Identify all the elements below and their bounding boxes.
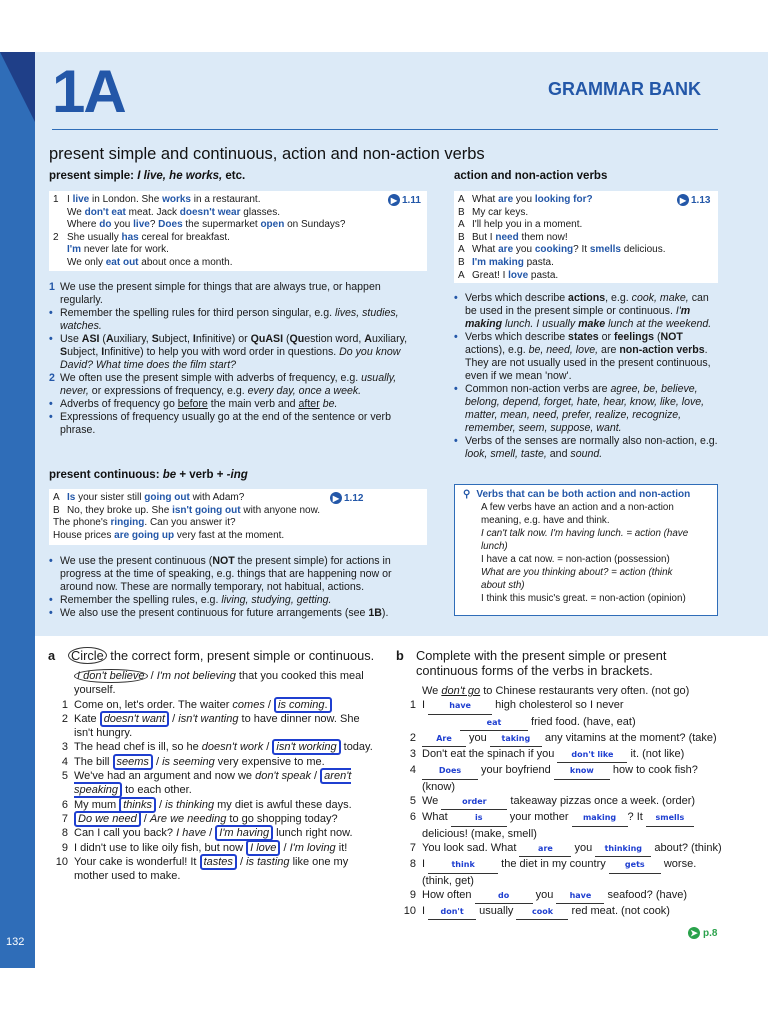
header-rule xyxy=(52,129,718,130)
audio-button-1-13[interactable]: ▶ 1.13 xyxy=(677,194,710,206)
box-line: about sth) xyxy=(481,580,525,591)
action-verbs-rules: • Verbs which describe actions, e.g. cook, make, can be used in the present simple or continuous. I'm making lunch. I usually make lunch at the weekend. • Verbs which describe states or feelings (NOT actions), e.g. be, need, love, are non-action verbs. They are not usually used in the present continuous, even if we mean 'now'. • Common non-action verbs are agree, be, believe, belong, depend, forget, hate, hear, know, like, love, matter, mean, need, prefer, realize, recognize, remember, seem, suppose, want. • Verbs of the senses are normally also non-action, e.g. look, smell, taste, and sound. xyxy=(454,292,718,460)
box-line: meaning, e.g. have and think. xyxy=(481,515,610,526)
speaker-icon: ▶ xyxy=(388,194,400,206)
audio-button-1-12[interactable]: ▶ 1.12 xyxy=(330,492,363,504)
box-line: I have a cat now. = non-action (possession) xyxy=(481,554,670,565)
speaker-icon: ▶ xyxy=(677,194,689,206)
present-continuous-examples: A Is your sister still going out with Adam? B No, they broke up. She isn't going out with anyone now. The phone's ringing. Can you answer it? House prices are going up very fast at the moment. xyxy=(49,489,427,545)
present-simple-rules: 1 We use the present simple for things that are always true, or happen regularly. • Remember the spelling rules for third person singular, e.g. lives, studies, watches. • Use ASI (Auxiliary, Subject, Infinitive) or QuASI (Question word, Auxiliary, Subject, Infinitive) to help you with word order in questions. Do you know David? What time does the film start? 2 We often use the present simple with adverbs of frequency, e.g. usually, never, or expressions of frequency, e.g. every day, once a week. • Adverbs of frequency go before the main verb and after be. • Expressions of frequency usually go at the end of the sentence or verb phrase. xyxy=(49,281,408,436)
audio-button-1-11[interactable]: ▶ 1.11 xyxy=(388,194,421,206)
page-number: 132 xyxy=(6,936,25,948)
speaker-icon: ▶ xyxy=(330,492,342,504)
unit-number: 1A xyxy=(52,58,125,125)
box-line: What are you thinking about? = action (think xyxy=(481,567,673,578)
side-band xyxy=(0,52,35,968)
exercise-a: a Circle the correct form, present simple or continuous. I don't believe / I'm not believing that you cooked this meal yourself. 1 Come on, let's order. The waiter comes / is coming. 2 Kate doesn't want / isn't wanting to have dinner now. She isn't hungry. 3 The head chef is ill, so he doesn't work / isn't working today. 4 The bill seems / is seeming very expensive to me. 5 We've had an argument and now we don't speak / aren't speaking to each other. 6 My mum thinks / is thinking my diet is awful these days. 7 Do we need / Are we needing to go shopping today? 8 Can I call you back? I have / I'm having lunch right now. 9 I didn't use to like oily fish, but now I love / I'm loving it! 10 Your cake is wonderful! It tastes / is tasting like one my mother used to make. xyxy=(48,648,375,883)
side-band-corner xyxy=(0,52,35,122)
arrow-left-icon: ➤ xyxy=(688,927,700,939)
page-reference-link[interactable]: ➤ p.8 xyxy=(688,927,717,939)
action-verbs-heading: action and non-action verbs xyxy=(454,170,608,182)
action-verbs-examples: A What are you looking for? B My car keys. A I'll help you in a moment. B But I need them now! A What are you cooking? It smells delicious. B I'm making pasta. A Great! I love pasta. xyxy=(454,191,718,283)
present-continuous-rules: • We use the present continuous (NOT the present simple) for actions in progress at the time of speaking, e.g. things that are happening now or around now. These are normally temporary, not habitual, actions. • Remember the spelling rules, e.g. living, studying, getting. • We also use the present continuous for future arrangements (see 1B). xyxy=(49,555,392,619)
present-simple-heading: present simple: I live, he works, etc. xyxy=(49,170,246,182)
action-nonaction-box: ⚲ Verbs that can be both action and non-action A few verbs have an action and a non-action meaning, e.g. have and think. I can't talk now. I'm having lunch. = action (have lunch) I have a cat now. = non-action (possession) What are you thinking about? = action (think about sth) I think this music's great. = non-action (opinion) xyxy=(454,484,718,616)
box-line: A few verbs have an action and a non-action xyxy=(481,502,674,513)
exercise-b: b Complete with the present simple or present continuous forms of the verbs in brackets. We don't go to Chinese restaurants very often. (not go) 1 I have high cholesterol so I never eat fried food. (have, eat) 2 Are you taking any vitamins at the moment? (take) 3 Don't eat the spinach if you don't like it. (not like) 4 Does your boyfriend know how to cook fish? (know) 5 We order takeaway pizzas once a week. (order) 6 What is your mother making ? It smells delicious! (make, smell) 7 You look sad. What are you thinking about? (think) 8 I think the diet in my country gets worse. (think, get) 9 How often do you have seafood? (have) 10 I don't usually cook red meat. (not cook) xyxy=(396,648,726,920)
present-continuous-heading: present continuous: be + verb + -ing xyxy=(49,469,248,481)
box-line: I think this music's great. = non-action (opinion) xyxy=(481,593,686,604)
section-label: GRAMMAR BANK xyxy=(548,79,701,99)
present-simple-examples: 1 I live in London. She works in a restaurant. We don't eat meat. Jack doesn't wear glasses. Where do you live? Does the supermarket open on Sundays? 2 She usually has cereal for breakfast. I'm never late for work. We only eat out about once a month. xyxy=(49,191,427,271)
page-title: present simple and continuous, action and non-action verbs xyxy=(49,145,485,163)
box-line: lunch) xyxy=(481,541,508,552)
box-line: I can't talk now. I'm having lunch. = action (have xyxy=(481,528,689,539)
magnifier-icon: ⚲ xyxy=(463,489,471,500)
